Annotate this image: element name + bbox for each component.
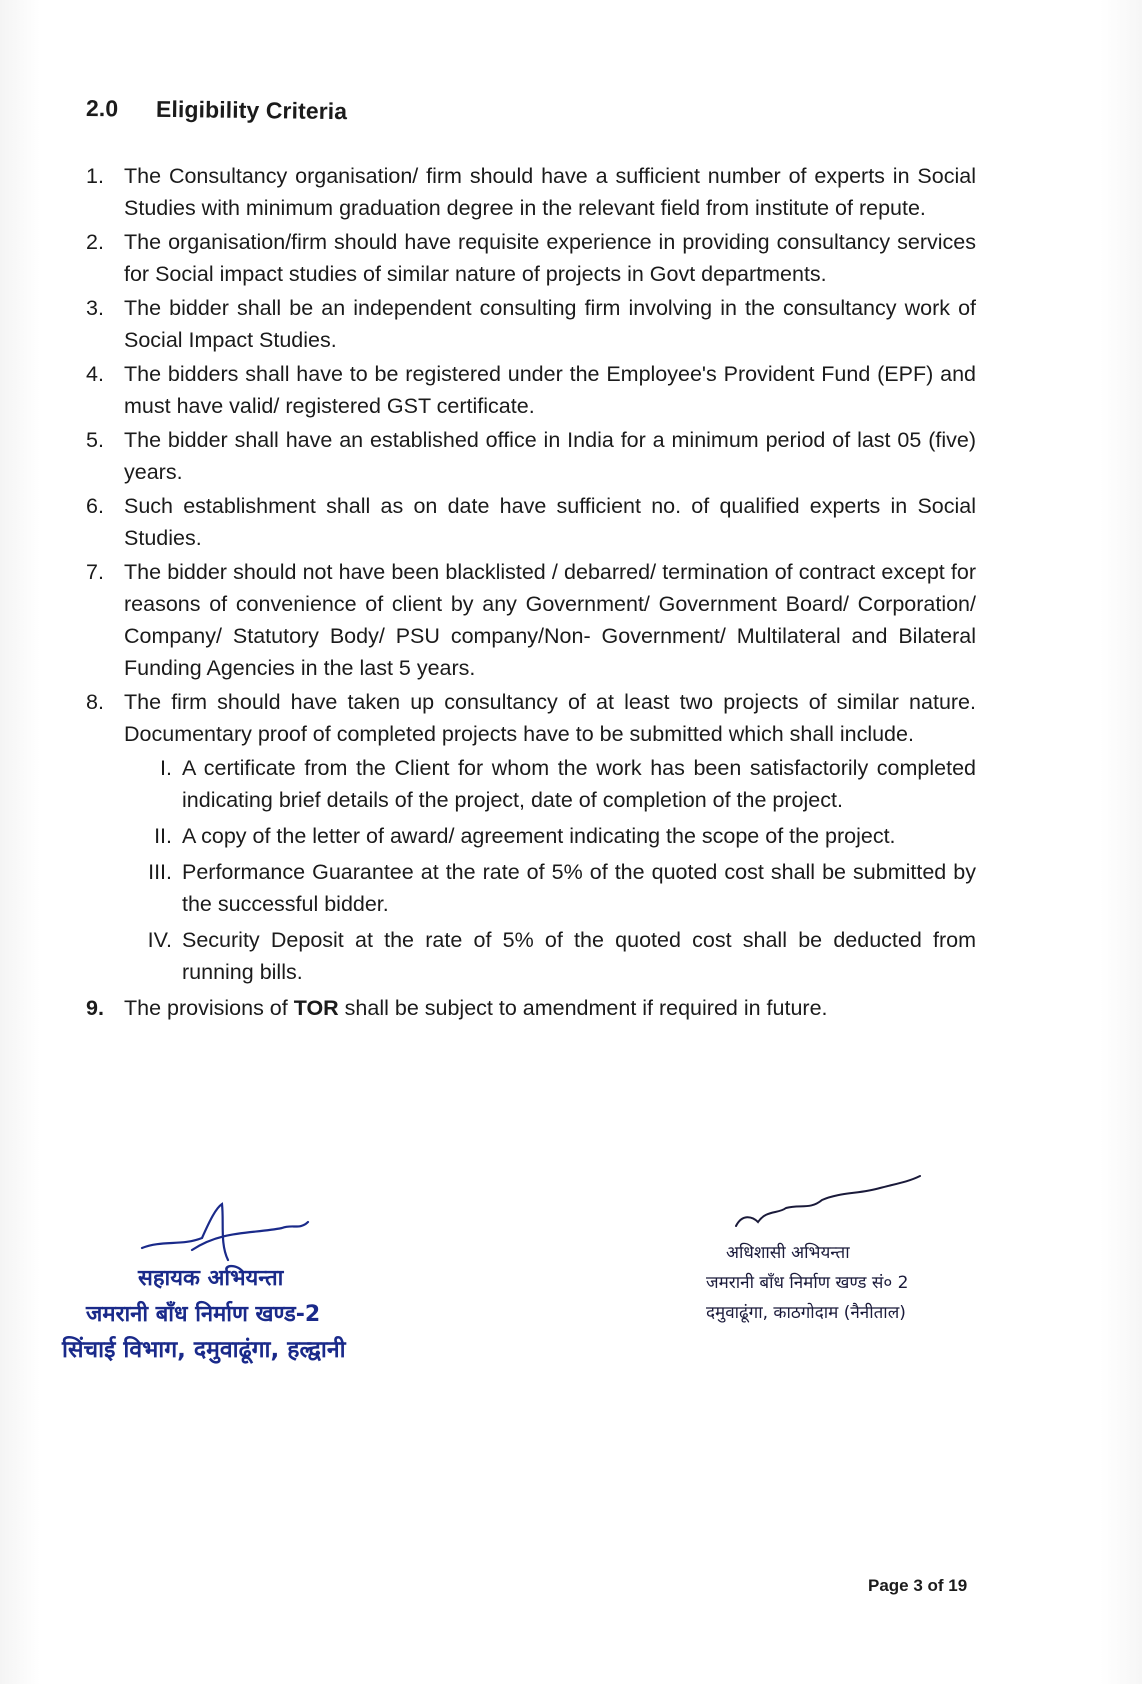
section-heading — [86, 95, 347, 125]
sub-item-text: A certificate from the Client for whom the work has been satisfactorily completed indicating brief details of the project, date of completion of the project. — [182, 756, 976, 812]
item-number: 1. — [86, 164, 104, 188]
item-text-post: shall be subject to amendment if required in future. — [338, 996, 828, 1020]
signatory-division: जमरानी बाँध निर्माण खण्ड सं० 2 — [706, 1273, 909, 1293]
item-text: The Consultancy organisation/ firm should have a sufficient number of experts in Social Studies with minimum graduation degree in the relevant field from institute of repute. — [124, 164, 976, 220]
sub-item-text: Performance Guarantee at the rate of 5% of the quoted cost shall be submitted by the successful bidder. — [182, 860, 976, 916]
item-text: Such establishment shall as on date have sufficient no. of qualified experts in Social Studies. — [124, 494, 976, 550]
list-item — [86, 226, 976, 290]
signature-scribble — [132, 1200, 332, 1270]
list-item — [86, 686, 976, 750]
signatory-division: जमरानी बाँध निर्माण खण्ड-2 — [86, 1302, 321, 1327]
criteria-list — [86, 160, 976, 1026]
sub-list-item — [138, 752, 976, 816]
sub-list-item — [138, 856, 976, 920]
item-text: The bidder should not have been blacklisted / debarred/ termination of contract except for reasons of convenience of client by any Government/ Government Board/ Corporation/ Company/ Statutory Body/ PSU company/Non- Government/ Multilateral and Bilateral Funding Agencies in the last 5 years. — [124, 560, 976, 680]
section-title: Eligibility Criteria — [155, 95, 348, 125]
signatory-department: सिंचाई विभाग, दमुवाढूंगा, हल्द्वानी — [62, 1337, 346, 1363]
section-number: 2.0 — [85, 95, 119, 122]
item-text-pre: The provisions of — [124, 996, 294, 1020]
item-number: 8. — [86, 690, 104, 714]
list-item — [86, 992, 976, 1024]
signature-scribble — [730, 1170, 930, 1240]
item-text: The bidder shall have an established office in India for a minimum period of last 05 (five) years. — [124, 428, 976, 484]
list-item — [86, 160, 976, 224]
sub-item-number: I. — [160, 756, 172, 780]
item-text: The organisation/firm should have requisite experience in providing consultancy services for Social impact studies of similar nature of projects in Govt departments. — [124, 230, 976, 286]
signatory-location: दमुवाढूंगा, काठगोदाम (नैनीताल) — [706, 1303, 906, 1323]
item-number: 3. — [86, 296, 104, 320]
sub-item-text: A copy of the letter of award/ agreement indicating the scope of the project. — [182, 824, 896, 848]
item-text: The bidders shall have to be registered under the Employee's Provident Fund (EPF) and must have valid/ registered GST certificate. — [124, 362, 976, 418]
item-number: 5. — [86, 428, 104, 452]
list-item — [86, 358, 976, 422]
item-number: 9. — [86, 996, 104, 1020]
item-text: The firm should have taken up consultancy of at least two projects of similar nature. Documentary proof of completed projects have to be submitted which shall include. — [124, 690, 976, 746]
item-number: 4. — [86, 362, 104, 386]
item-text — [124, 992, 976, 1024]
sub-item-number: III. — [148, 860, 172, 884]
list-item — [86, 424, 976, 488]
item-text: The bidder shall be an independent consulting firm involving in the consultancy work of Social Impact Studies. — [124, 296, 976, 352]
sub-list-item — [138, 924, 976, 988]
sub-item-number: II. — [154, 824, 172, 848]
item-number: 6. — [86, 494, 104, 518]
sub-list-item — [138, 820, 976, 852]
sub-item-number: IV. — [147, 928, 172, 952]
item-number: 2. — [86, 230, 104, 254]
item-number: 7. — [86, 560, 104, 584]
list-item — [86, 490, 976, 554]
signatory-title: सहायक अभियन्ता — [138, 1266, 284, 1291]
item-text-emphasis: TOR — [293, 996, 339, 1020]
list-item — [86, 556, 976, 684]
page-number: Page 3 of 19 — [868, 1576, 968, 1595]
sub-item-text: Security Deposit at the rate of 5% of the quoted cost shall be deducted from running bills. — [182, 928, 976, 984]
list-item — [86, 292, 976, 356]
signatory-title: अधिशासी अभियन्ता — [726, 1243, 850, 1263]
